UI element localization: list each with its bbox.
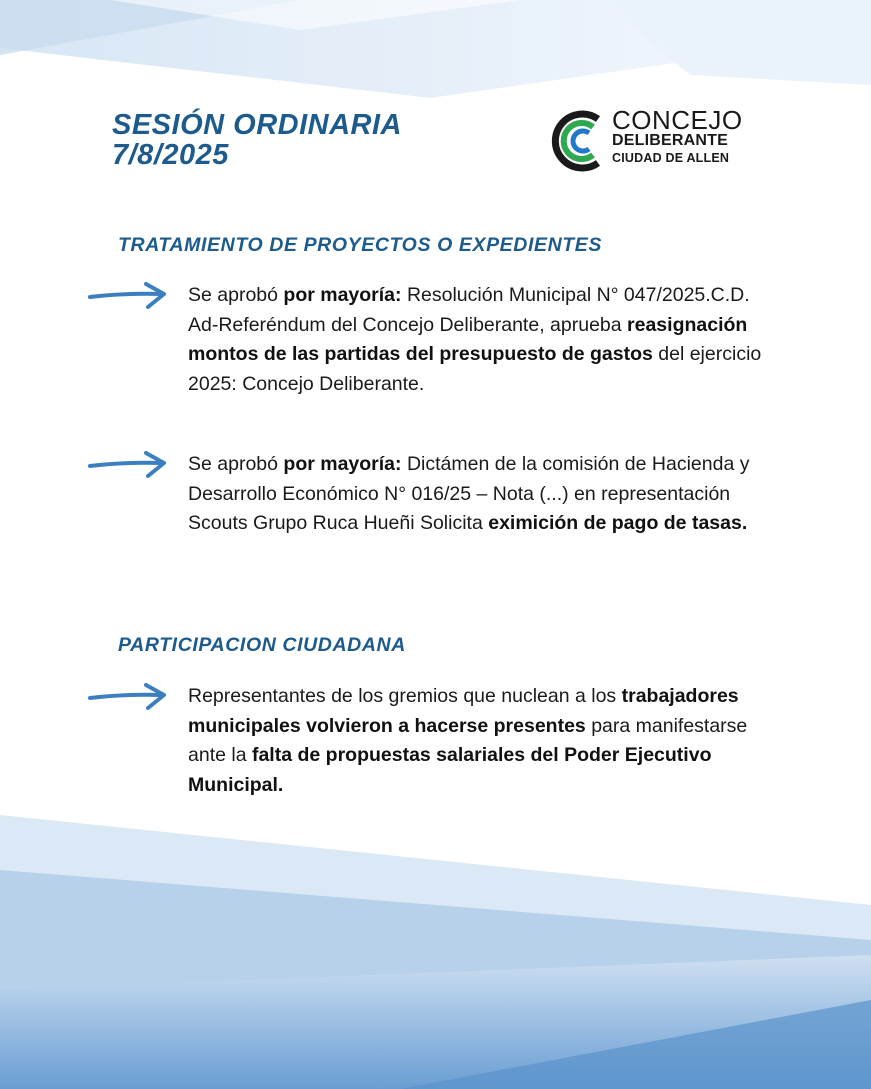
text-segment: Se aprobó <box>188 284 284 306</box>
arrow-right-icon <box>88 450 168 480</box>
title-date: 7/8/2025 <box>112 139 229 171</box>
bold-text-segment: por mayoría: <box>283 284 402 306</box>
bold-text-segment: trabajadores municipales volvieron a hacerse presentes <box>188 685 739 737</box>
text-segment: para manifestarse ante la <box>188 714 748 766</box>
bold-text-segment: reasignación montos de las partidas del presupuesto de gastos <box>188 313 748 365</box>
title-session: SESIÓN ORDINARIA <box>112 109 402 141</box>
bold-text-segment: falta de propuestas salariales del Poder Ejecutivo Municipal. <box>188 744 712 796</box>
logo-concejo-text: CONCEJO <box>612 105 743 135</box>
arrow-right-icon <box>88 281 168 311</box>
text-segment: Resolución Municipal N° 047/2025.C.D. Ad-Referéndum del Concejo Deliberante, aprueba <box>188 284 750 336</box>
page-title <box>112 110 402 170</box>
logo-city-text: CIUDAD DE ALLEN <box>612 151 730 165</box>
section-title-proyectos: TRATAMIENTO DE PROYECTOS O EXPEDIENTES <box>118 234 603 256</box>
logo-deliberante-text: DELIBERANTE <box>612 132 728 149</box>
bold-text-segment: eximición de pago de tasas. <box>488 512 748 534</box>
arrow-right-icon <box>88 682 168 712</box>
item-text <box>188 682 773 800</box>
concejo-c-emblem-icon <box>548 102 612 180</box>
section-title-participacion: PARTICIPACION CIUDADANA <box>118 634 406 656</box>
text-segment: Dictámen de la comisión de Hacienda y Desarrollo Económico N° 016/25 – Nota (...) en representación Scouts Grupo Ruca Hueñi Solicita <box>188 453 750 534</box>
text-segment: Se aprobó <box>188 453 284 475</box>
concejo-logo <box>548 102 758 180</box>
bold-text-segment: por mayoría: <box>283 453 402 475</box>
text-segment: del ejercicio 2025: Concejo Deliberante. <box>188 343 762 395</box>
item-text <box>188 281 773 399</box>
item-text <box>188 450 773 539</box>
text-segment: Representantes de los gremios que nuclean a los <box>188 685 622 707</box>
